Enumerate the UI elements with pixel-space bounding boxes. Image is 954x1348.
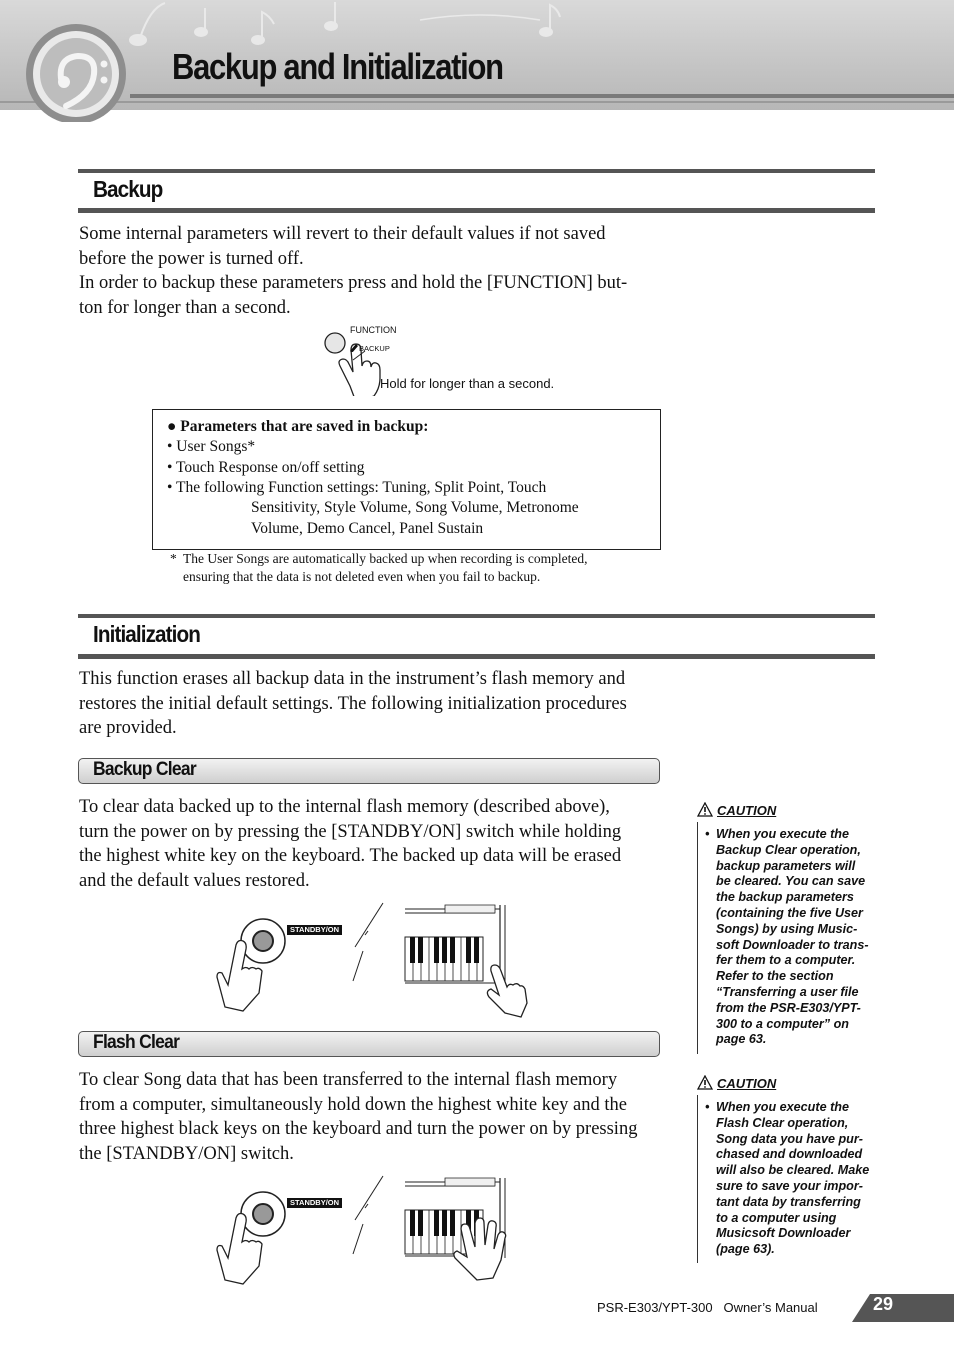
caution-line: When you execute the bbox=[716, 827, 849, 841]
caution-line: Refer to the section bbox=[716, 969, 834, 984]
backup-clear-paragraph bbox=[79, 795, 621, 893]
function-button-icon bbox=[325, 333, 345, 353]
flash-clear-diagram bbox=[205, 1168, 535, 1286]
text-line: Some internal parameters will revert to their default values if not saved bbox=[79, 224, 606, 244]
bass-clef-logo-icon bbox=[18, 22, 138, 122]
standby-label: STANDBY/ON bbox=[287, 1198, 342, 1208]
subsection-bar-backup-clear bbox=[78, 758, 660, 784]
caution-line: from the PSR-E303/YPT- bbox=[716, 1000, 861, 1015]
caution-bullet: • bbox=[705, 827, 710, 841]
text-line: and the default values restored. bbox=[79, 870, 310, 891]
text-line: from a computer, simultaneously hold down the highest white key and the bbox=[79, 1094, 627, 1115]
caution-line: chased and downloaded bbox=[716, 1147, 863, 1162]
pressing-hand-icon bbox=[487, 965, 527, 1017]
caution-line: the backup parameters bbox=[716, 890, 854, 905]
text-line: ton for longer than a second. bbox=[79, 297, 291, 318]
caution-line: When you execute the bbox=[716, 1100, 849, 1114]
box-item: • Touch Response on/off setting bbox=[167, 459, 365, 476]
caution-line: Backup Clear operation, bbox=[716, 842, 861, 857]
footnote-line: The User Songs are automatically backed up when recording is completed, bbox=[183, 551, 588, 566]
caution-line: fer them to a computer. bbox=[716, 953, 856, 968]
box-item-continuation: Volume, Demo Cancel, Panel Sustain bbox=[251, 520, 484, 537]
header-rule bbox=[130, 94, 954, 98]
caution-line: (containing the five User bbox=[716, 905, 863, 920]
bullet-icon: ● bbox=[167, 418, 177, 435]
caution-line: page 63. bbox=[716, 1032, 767, 1047]
caution-line: to a computer using bbox=[716, 1210, 837, 1225]
saved-parameters-box bbox=[152, 409, 661, 550]
section-rule-top bbox=[78, 614, 875, 618]
subsection-heading: Backup Clear bbox=[93, 759, 196, 780]
text-line: the [STANDBY/ON] switch. bbox=[79, 1143, 294, 1164]
caution-heading: CAUTION bbox=[717, 803, 777, 818]
standby-label: STANDBY/ON bbox=[287, 925, 342, 935]
section-heading-backup: Backup bbox=[93, 176, 163, 202]
text-line: To clear data backed up to the internal flash memory (described above), bbox=[79, 797, 610, 817]
backup-label: BACKUP bbox=[359, 344, 390, 353]
caution-bullet: • bbox=[705, 1100, 710, 1114]
text-line: turn the power on by pressing the [STANDBY/ON] switch while holding bbox=[79, 821, 622, 842]
box-item-continuation: Sensitivity, Style Volume, Song Volume, Metronome bbox=[251, 499, 579, 516]
header-rule-lower bbox=[0, 101, 954, 103]
caution-line: “Transferring a user file bbox=[716, 984, 859, 999]
backup-clear-diagram bbox=[205, 895, 535, 1020]
subsection-heading: Flash Clear bbox=[93, 1032, 180, 1053]
caution-line: sure to save your impor- bbox=[716, 1178, 863, 1193]
text-line: restores the initial default settings. The following initialization procedures bbox=[79, 693, 627, 714]
caution-line: backup parameters will bbox=[716, 858, 856, 873]
text-line: This function erases all backup data in the instrument’s flash memory and bbox=[79, 669, 626, 689]
caution-heading: CAUTION bbox=[717, 1076, 777, 1091]
caution-line: 300 to a computer” on bbox=[716, 1016, 849, 1031]
caution-line: Musicsoft Downloader bbox=[716, 1226, 851, 1241]
box-heading-text: Parameters that are saved in backup: bbox=[180, 418, 429, 435]
pencil-icon bbox=[349, 342, 359, 352]
text-line: are provided. bbox=[79, 718, 177, 738]
subsection-bar-flash-clear bbox=[78, 1031, 660, 1057]
footnote-star: * bbox=[170, 551, 177, 566]
warning-triangle-icon bbox=[697, 1075, 713, 1090]
flash-clear-paragraph bbox=[79, 1068, 637, 1166]
section-rule-bottom bbox=[78, 654, 875, 659]
text-line: the highest white key on the keyboard. The backed up data will be erased bbox=[79, 846, 622, 866]
caution-rule bbox=[697, 1095, 698, 1263]
box-item: • The following Function settings: Tuning, Split Point, Touch bbox=[167, 479, 547, 496]
caution-line: will also be cleared. Make bbox=[716, 1163, 870, 1178]
caution-line: soft Downloader to trans- bbox=[716, 937, 869, 952]
caution-line: Flash Clear operation, bbox=[716, 1115, 849, 1130]
caution-line: Song data you have pur- bbox=[716, 1131, 863, 1146]
caution-line: Songs) by using Music- bbox=[716, 921, 858, 936]
warning-triangle-icon bbox=[697, 802, 713, 817]
page-number-tab bbox=[852, 1294, 954, 1322]
diagram-caption: Hold for longer than a second. bbox=[380, 376, 555, 391]
section-heading-initialization: Initialization bbox=[93, 621, 201, 647]
footer-manual-name: PSR-E303/YPT-300 Owner’s Manual bbox=[597, 1300, 818, 1315]
caution-text bbox=[716, 1100, 869, 1258]
text-line: In order to backup these parameters press and hold the [FUNCTION] but- bbox=[79, 273, 628, 293]
backup-paragraph bbox=[79, 222, 627, 320]
page-number: 29 bbox=[873, 1294, 894, 1314]
caution-line: be cleared. You can save bbox=[716, 874, 866, 889]
caution-rule bbox=[697, 822, 698, 1054]
caution-line: (page 63). bbox=[716, 1242, 775, 1257]
section-rule-top bbox=[78, 169, 875, 173]
text-line: before the power is turned off. bbox=[79, 248, 304, 269]
caution-line: tant data by transferring bbox=[716, 1194, 861, 1209]
page-title: Backup and Initialization bbox=[172, 46, 503, 87]
caution-text bbox=[716, 827, 869, 1048]
section-rule-bottom bbox=[78, 208, 875, 213]
keyboard-icon bbox=[405, 905, 505, 985]
box-heading bbox=[167, 417, 428, 437]
text-line: three highest black keys on the keyboard and turn the power on by pressing bbox=[79, 1119, 638, 1139]
footnote-line: ensuring that the data is not deleted even when you fail to backup. bbox=[183, 569, 541, 584]
initialization-paragraph bbox=[79, 667, 627, 741]
box-item: • User Songs* bbox=[167, 438, 256, 455]
text-line: To clear Song data that has been transferred to the internal flash memory bbox=[79, 1070, 618, 1090]
function-label: FUNCTION bbox=[350, 325, 397, 335]
